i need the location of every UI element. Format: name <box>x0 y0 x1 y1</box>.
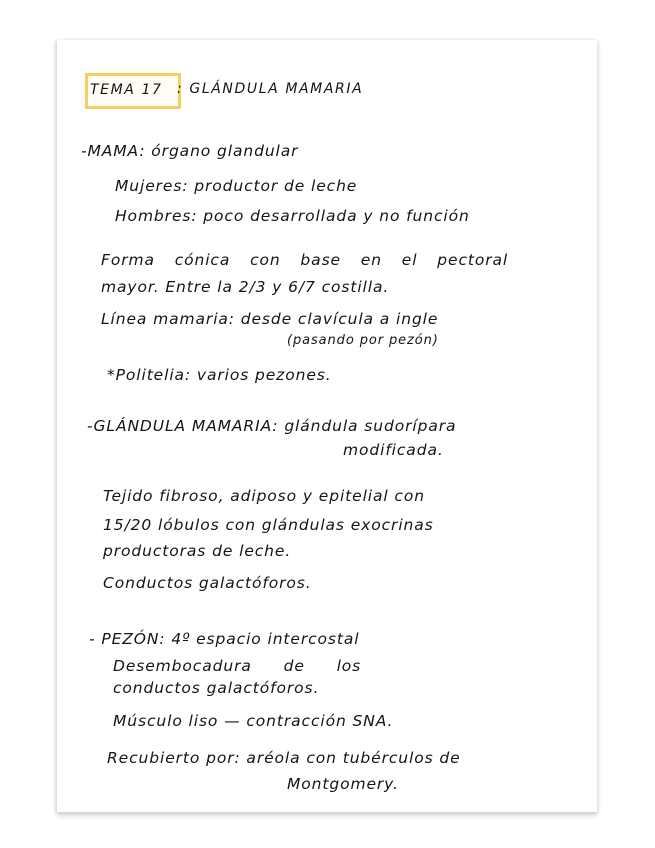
mama-mujeres: Mujeres: productor de leche <box>115 177 358 195</box>
pezon-recubierto-line2: Montgomery. <box>287 775 399 793</box>
mama-linea-line2: (pasando por pezón) <box>287 333 439 348</box>
mama-linea-line1: Línea mamaria: desde clavícula a ingle <box>101 310 439 328</box>
glandula-heading-line2: modificada. <box>343 441 444 459</box>
glandula-tejido-line1: Tejido fibroso, adiposo y epitelial con <box>103 487 425 505</box>
pezon-desembocadura-line1: Desembocadura de los <box>113 657 362 675</box>
glandula-conductos: Conductos galactóforos. <box>103 574 312 592</box>
pezon-desembocadura-line2: conductos galactóforos. <box>113 679 320 697</box>
page-title: : GLÁNDULA MAMARIA <box>177 81 364 97</box>
pezon-recubierto-line1: Recubierto por: aréola con tubérculos de <box>107 749 461 767</box>
notebook-page <box>57 40 597 813</box>
pezon-heading: - PEZÓN: 4º espacio intercostal <box>89 630 360 648</box>
topic-number: TEMA 17 <box>90 82 163 98</box>
mama-politelia: *Politelia: varios pezones. <box>107 366 332 384</box>
glandula-heading: -GLÁNDULA MAMARIA: glándula sudorípara <box>87 417 457 435</box>
mama-forma-line2: mayor. Entre la 2/3 y 6/7 costilla. <box>101 278 390 296</box>
glandula-tejido-line3: productoras de leche. <box>103 542 292 560</box>
pezon-musculo: Músculo liso — contracción SNA. <box>113 712 394 730</box>
mama-forma-line1: Forma cónica con base en el pectoral <box>101 251 509 269</box>
glandula-tejido-line2: 15/20 lóbulos con glándulas exocrinas <box>103 516 434 534</box>
mama-heading: -MAMA: órgano glandular <box>81 142 299 160</box>
mama-hombres: Hombres: poco desarrollada y no función <box>115 207 470 225</box>
